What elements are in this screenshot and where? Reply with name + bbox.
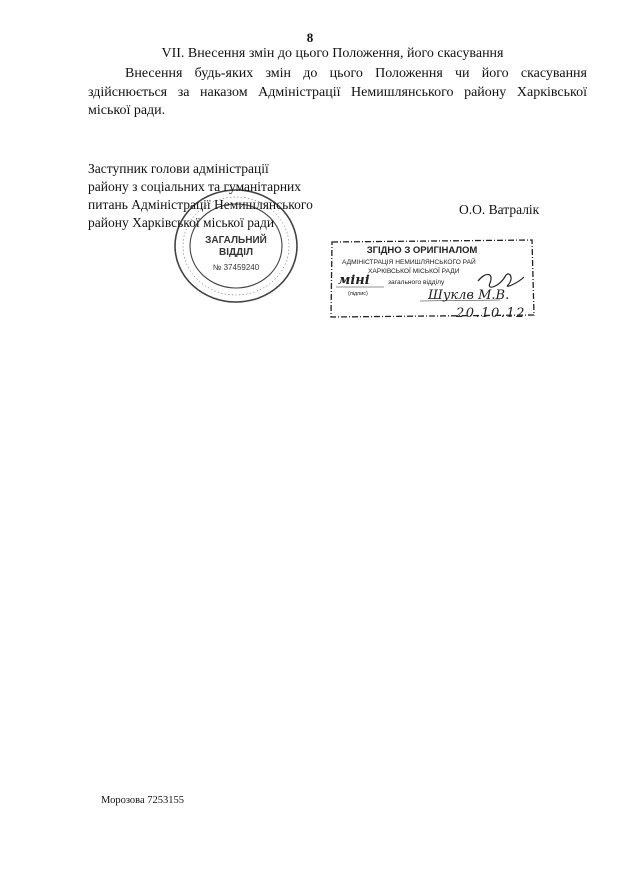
page-number: 8 <box>306 30 314 45</box>
seal-text-ring <box>183 197 289 295</box>
stamp-position-label: загального відділу <box>388 279 445 286</box>
signature-title-line: району з соціальних та гуманітарних <box>88 179 302 194</box>
body-paragraph: Внесення будь-яких змін до цього Положення чи його скасування здійснюється за наказом Адміністрації Немишлянського району Харківської міської ради. <box>88 66 587 118</box>
seal-center-line-2: ВІДДІЛ <box>218 247 254 258</box>
stamp-heading: ЗГІДНО З ОРИГІНАЛОМ <box>366 245 478 256</box>
round-seal <box>174 188 302 304</box>
certification-stamp <box>328 237 538 321</box>
seal-inner-ring <box>190 204 282 288</box>
seal-outer-ring <box>175 190 297 302</box>
signature-scribble <box>478 274 524 287</box>
handwritten-name: Шуклв М.В. <box>428 288 510 303</box>
section-heading: VII. Внесення змін до цього Положення, його скасування <box>161 46 504 61</box>
signatory-name: О.О. Ватралік <box>459 202 540 217</box>
signature-title-line: Заступник голови адміністрації <box>88 161 269 176</box>
handwritten-date: 20.10.12 <box>456 306 526 321</box>
stamp-org-line-1: АДМІНІСТРАЦІЯ НЕМИШЛЯНСЬКОГО РАЙ <box>342 259 476 266</box>
stamp-org-line-2: ХАРКІВСЬКОЇ МІСЬКОЇ РАДИ <box>368 268 460 275</box>
handwritten-position: міні <box>338 273 370 288</box>
seal-number: № 37459240 <box>212 263 260 272</box>
footer-note: Морозова 7253155 <box>101 795 185 806</box>
stamp-sign-label: (підпис) <box>348 291 368 297</box>
signature-title-line: питань Адміністрації Немишлянського <box>88 197 313 212</box>
signature-title-line: району Харківської міської ради <box>88 215 275 230</box>
seal-center-line-1: ЗАГАЛЬНИЙ <box>205 235 267 246</box>
